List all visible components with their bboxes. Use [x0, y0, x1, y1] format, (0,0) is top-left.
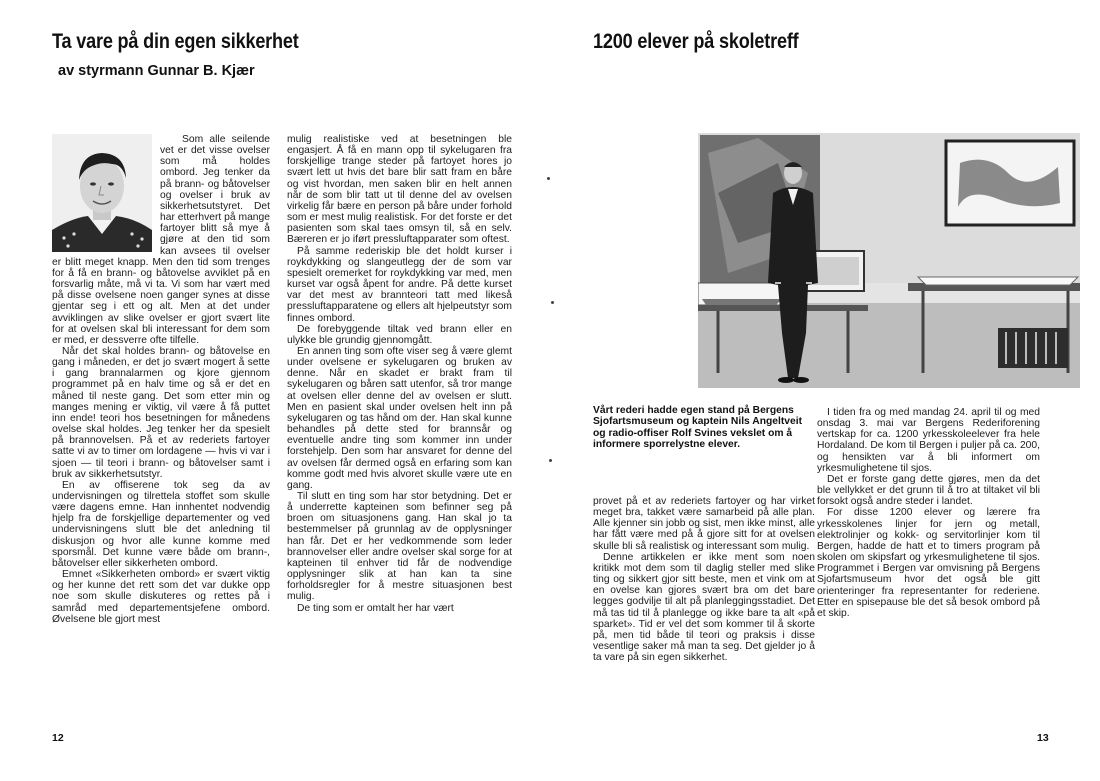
paragraph: For disse 1200 elever og lærere fra yrkesskolenes linjer for jern og metall, elektrolinjer og kokk- og servitorlinjer kom til Bergen, hadde de hatt et to timers program på skolen om skipsfart og yrkesmulighetene til sjos. Programmet i Bergen var omvisning på Bergens Sjofartsmuseum hvor det også ble gitt orienteringer fra representanter for rederiene. Etter en spisepause ble det så besok ombord på et skip.	[817, 507, 1040, 619]
paragraph: En annen ting som ofte viser seg å være glemt under ovelsene er sykelugaren og bruken av denne. Når en skadet er brakt fram til sykelugaren og båren satt utenfor, så tror mange at ovelsen eller denne del av ovelsen er slutt. Men en pasient skal under ovelsen helt inn på sykelugaren og tas hånd om der. Han skal kunne behandles på dette sted for brannsår og eventuelle andre ting som kommer inn under forstehjelp. Den som har ansvaret for denne del av ovelsen får dermed også en erfaring som kan komme godt med hvis alvoret skulle være ute en gang.	[287, 345, 512, 491]
paragraph: De forebyggende tiltak ved brann eller en ulykke ble grundig gjennomgått.	[287, 323, 512, 346]
paragraph: mulig realistiske ved at besetningen ble engasjert. Å få en mann opp til sykelugaren fra forskjellige trange steder på fartoyet hores jo svært lett ut hvis det bare blir satt fram en båre og vist hvordan, men saken blir en helt annen når de som blir tatt ut til denne del av ovelsen virkelig får bære en person på båre under forhold som er mest mulig realistisk. For det forste er det pasienten som skal taes omsyn til, så en selv. Bæreren er jo iført pressluftapparater som oftest.	[287, 134, 512, 246]
scan-speck	[547, 177, 550, 180]
page-number-left: 12	[52, 732, 64, 744]
left-headline: Ta vare på din egen sikkerhet	[52, 30, 299, 53]
photo-image-icon	[698, 133, 1080, 388]
paragraph: Til slutt en ting som har stor betydning. Det er å underrette kapteinen som befinner seg på broen om situasjonens gang. Han skal jo ta bestemmelser på grunnlag av de opplysninger han får. Det er her vedkommende som leder brannovelser eller andre ovelser skal sorge for at kapteinen til enhver tid får de nodvendige opplysninger slik at han kan ta sine forholdsregler for å mestre situasjonen best mulig.	[287, 491, 512, 603]
right-page	[550, 0, 1100, 781]
paragraph: På samme rederiskip ble det holdt kurser i roykdykking og slangeutlegg der de som var spesielt oremerket for roykdykking var med, men kurset var også åpent for andre. På dette kurset var det mest av brannteori tatt med likeså pressluftapparatene og ellers alt hjelpeutstyr som finnes ombord.	[287, 245, 512, 324]
paragraph: Når det skal holdes brann- og båtovelse en gang i måneden, er det jo svært mogert å sette i gang brannalarmen og kjore gjennom programmet på en halv time og så er det en måned til neste gang. Det som etter min og manges mening er viktig, vil være å få puttet inn ende! teori hos besetningen for månedens ovelse skal holdes. Jeg tenker her da spesielt på brannovelsen. På et av rederiets fartoyer satte vi av to timer om lordagene — hvis vi var i sjoen — til teori i brann- og båtovelser samt i bruk av sikkerhetsutstyr.	[52, 345, 270, 480]
page-number-right: 13	[1037, 732, 1049, 744]
portrait-image-icon	[52, 134, 152, 252]
paragraph: En av offiserene tok seg da av undervisningen og tilrettela stoffet som skulle være dagens emne. Han innhentet nodvendig hjelp fra de forskjellige departementer og ved undervisningens slutt ble det anledning til diskusjon og hvor alle kunne komme med sporsmål. Det kunne være både om brann-, båtovelser eller sikkerheten ombord.	[52, 479, 270, 569]
photo-caption: Vårt rederi hadde egen stand på Bergens Sjofartsmuseum og kaptein Nils Angeltveit og radio-offiser Rolf Svines vekslet om å informere sporrelystne elever.	[593, 405, 803, 450]
right-headline: 1200 elever på skoletreff	[593, 30, 799, 53]
scan-speck	[549, 459, 552, 462]
paragraph: provet på et av rederiets fartoyer og har virket meget bra, takket være samarbeid på alle plan. Alle kjenner sin jobb og sist, men ikke minst, alle har fått være med på å gjore sitt for at ovelsen skulle bli så realistisk og interessant som mulig.	[593, 496, 815, 552]
left-column-2	[287, 134, 512, 614]
left-column-1	[52, 134, 270, 625]
paragraph: Som alle seilende vet er det visse ovelser som må holdes ombord. Jeg tenker da på brann- og båtovelser og ovelser i bruk av sikkerhetsutstyret. Det har etterhvert på mange fartoyer blitt så mye å gjøre at den tid som kan avsees til ovelser er blitt meget knapp. Men den tid som trenges for å få en brann- og båtovelse avviklet på en forsvarlig måte, må vi ta. Vi som har vært med på disse ovelsene noen ganger synes at disse gjentar seg i ett og alt. Men at det under avviklingen av slike ovelser er gjort svært lite for at ovelsen skal bli interessant for dem som er med, er dessverre ofte tilfelle.	[52, 134, 270, 346]
exhibition-photo	[698, 133, 1080, 388]
paragraph: De ting som er omtalt her har vært	[297, 602, 454, 614]
paragraph: Det er forste gang dette gjøres, men da det ble vellykket er det grunn til å tro at tiltaket vil bli forsokt også andre steder i landet.	[817, 473, 1040, 508]
right-column-1	[593, 496, 815, 663]
paragraph: Denne artikkelen er ikke ment som noen kritikk mot dem som til daglig steller med slike ting og sikkert gjor sitt beste, men et vink om at en ovelse kan gjores svært bra om det bare legges godvilje til alt på planleggingsstadiet. Det må tas tid til å planlegge og ikke bare ta alt «på sparket». Tid er vel det som kommer til å skorte på, men tid både til teori og praksis i disse vesentlige saker må man ta seg. Det gjelder jo å ta vare på sin egen sikkerhet.	[593, 551, 815, 664]
paragraph: I tiden fra og med mandag 24. april til og med onsdag 3. mai var Bergens Rederiforening vertskap for ca. 1200 yrkesskoleelever fra hele Hordaland. De kom til Bergen i puljer på ca. 200, og hensikten var å bli informert om yrkesmulighetene til sjos.	[817, 407, 1040, 474]
paragraph: Emnet «Sikkerheten ombord» er svært viktig og her kunne det rett som det var dukke opp noe som skulle diskuteres og rettes på i samråd med departementsjefene ombord. Øvelsene ble gjort mest	[52, 569, 270, 625]
right-column-2	[817, 407, 1040, 619]
author-portrait	[52, 134, 152, 252]
scan-speck	[551, 301, 554, 304]
byline: av styrmann Gunnar B. Kjær	[58, 63, 255, 79]
